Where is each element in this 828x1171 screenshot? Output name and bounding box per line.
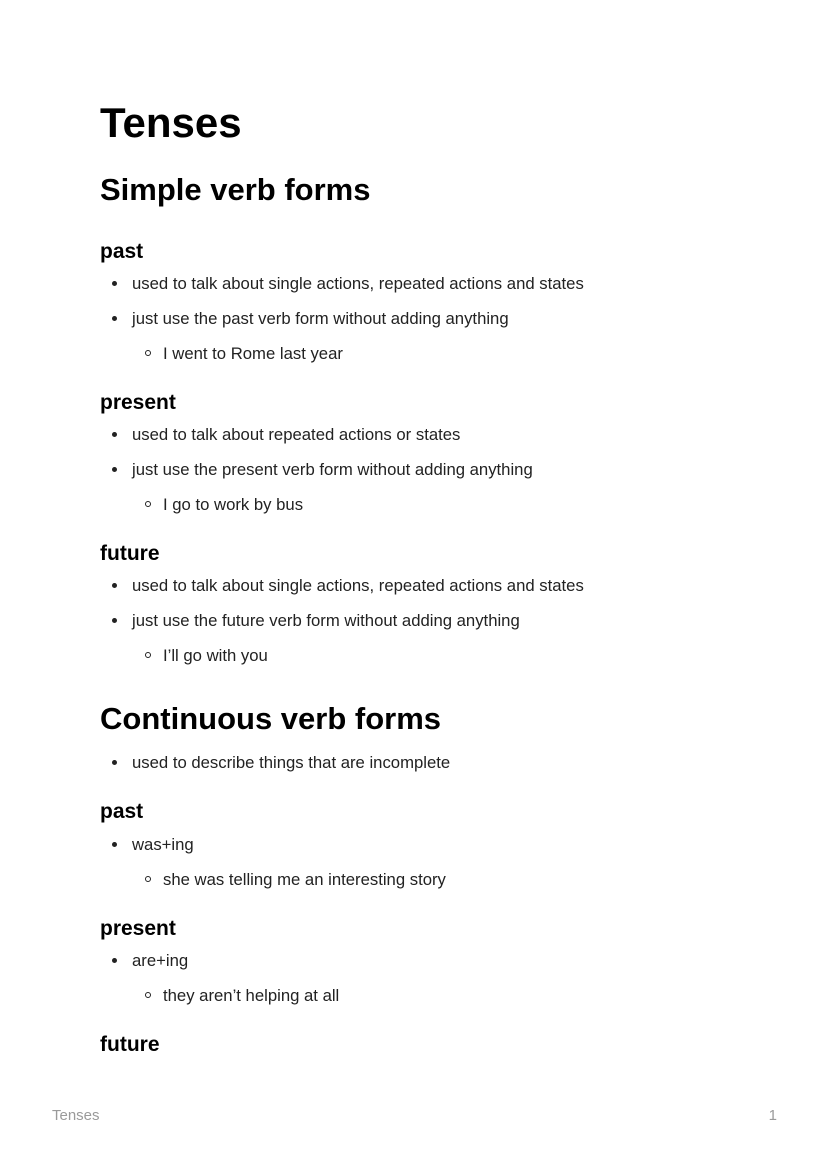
example-list <box>132 341 728 366</box>
document-title: Tenses <box>100 99 242 146</box>
section-heading-simple-verb-forms: Simple verb forms <box>100 172 371 208</box>
list-item <box>132 832 728 892</box>
example-text: they aren’t helping at all <box>163 985 340 1005</box>
page-footer <box>52 1107 777 1125</box>
list-item-text: used to talk about repeated actions or states <box>132 424 461 444</box>
subsection-heading-past-continuous: past <box>100 800 144 824</box>
example-list <box>132 867 728 892</box>
list-item-text: just use the present verb form without adding anything <box>132 459 533 479</box>
subsection-heading-present: present <box>100 390 176 414</box>
example-item <box>163 341 728 366</box>
bullet-list <box>100 271 728 366</box>
subsection-heading-future-continuous: future <box>100 1032 160 1056</box>
example-text: I’ll go with you <box>163 646 268 666</box>
list-item <box>132 422 728 447</box>
list-item-text: used to talk about single actions, repeated actions and states <box>132 576 584 596</box>
example-text: she was telling me an interesting story <box>163 869 446 889</box>
example-item <box>163 867 728 892</box>
list-item <box>132 306 728 366</box>
list-item-text: used to talk about single actions, repeated actions and states <box>132 273 584 293</box>
list-item-text: used to describe things that are incomplete <box>132 753 451 773</box>
example-list <box>132 643 728 668</box>
list-item <box>132 750 728 775</box>
example-list <box>132 983 728 1008</box>
list-item-text: was+ing <box>132 834 194 854</box>
list-item-text: are+ing <box>132 950 189 970</box>
list-item-text: just use the past verb form without adding anything <box>132 308 509 328</box>
example-text: I went to Rome last year <box>163 343 343 363</box>
subsection-heading-past: past <box>100 239 144 263</box>
list-item <box>132 608 728 668</box>
footer-document-name: Tenses <box>52 1107 100 1124</box>
list-item <box>132 457 728 517</box>
section-intro-list <box>100 750 728 775</box>
bullet-list <box>100 422 728 517</box>
example-item <box>163 492 728 517</box>
list-item <box>132 573 728 598</box>
bullet-list <box>100 832 728 892</box>
example-list <box>132 492 728 517</box>
bullet-list <box>100 948 728 1008</box>
subsection-heading-present-continuous: present <box>100 916 176 940</box>
list-item <box>132 948 728 1008</box>
example-item <box>163 643 728 668</box>
list-item-text: just use the future verb form without adding anything <box>132 611 520 631</box>
bullet-list <box>100 573 728 668</box>
example-text: I go to work by bus <box>163 494 304 514</box>
example-item <box>163 983 728 1008</box>
footer-page-number: 1 <box>768 1107 777 1124</box>
subsection-heading-future: future <box>100 541 160 565</box>
section-heading-continuous-verb-forms: Continuous verb forms <box>100 701 442 737</box>
list-item <box>132 271 728 296</box>
